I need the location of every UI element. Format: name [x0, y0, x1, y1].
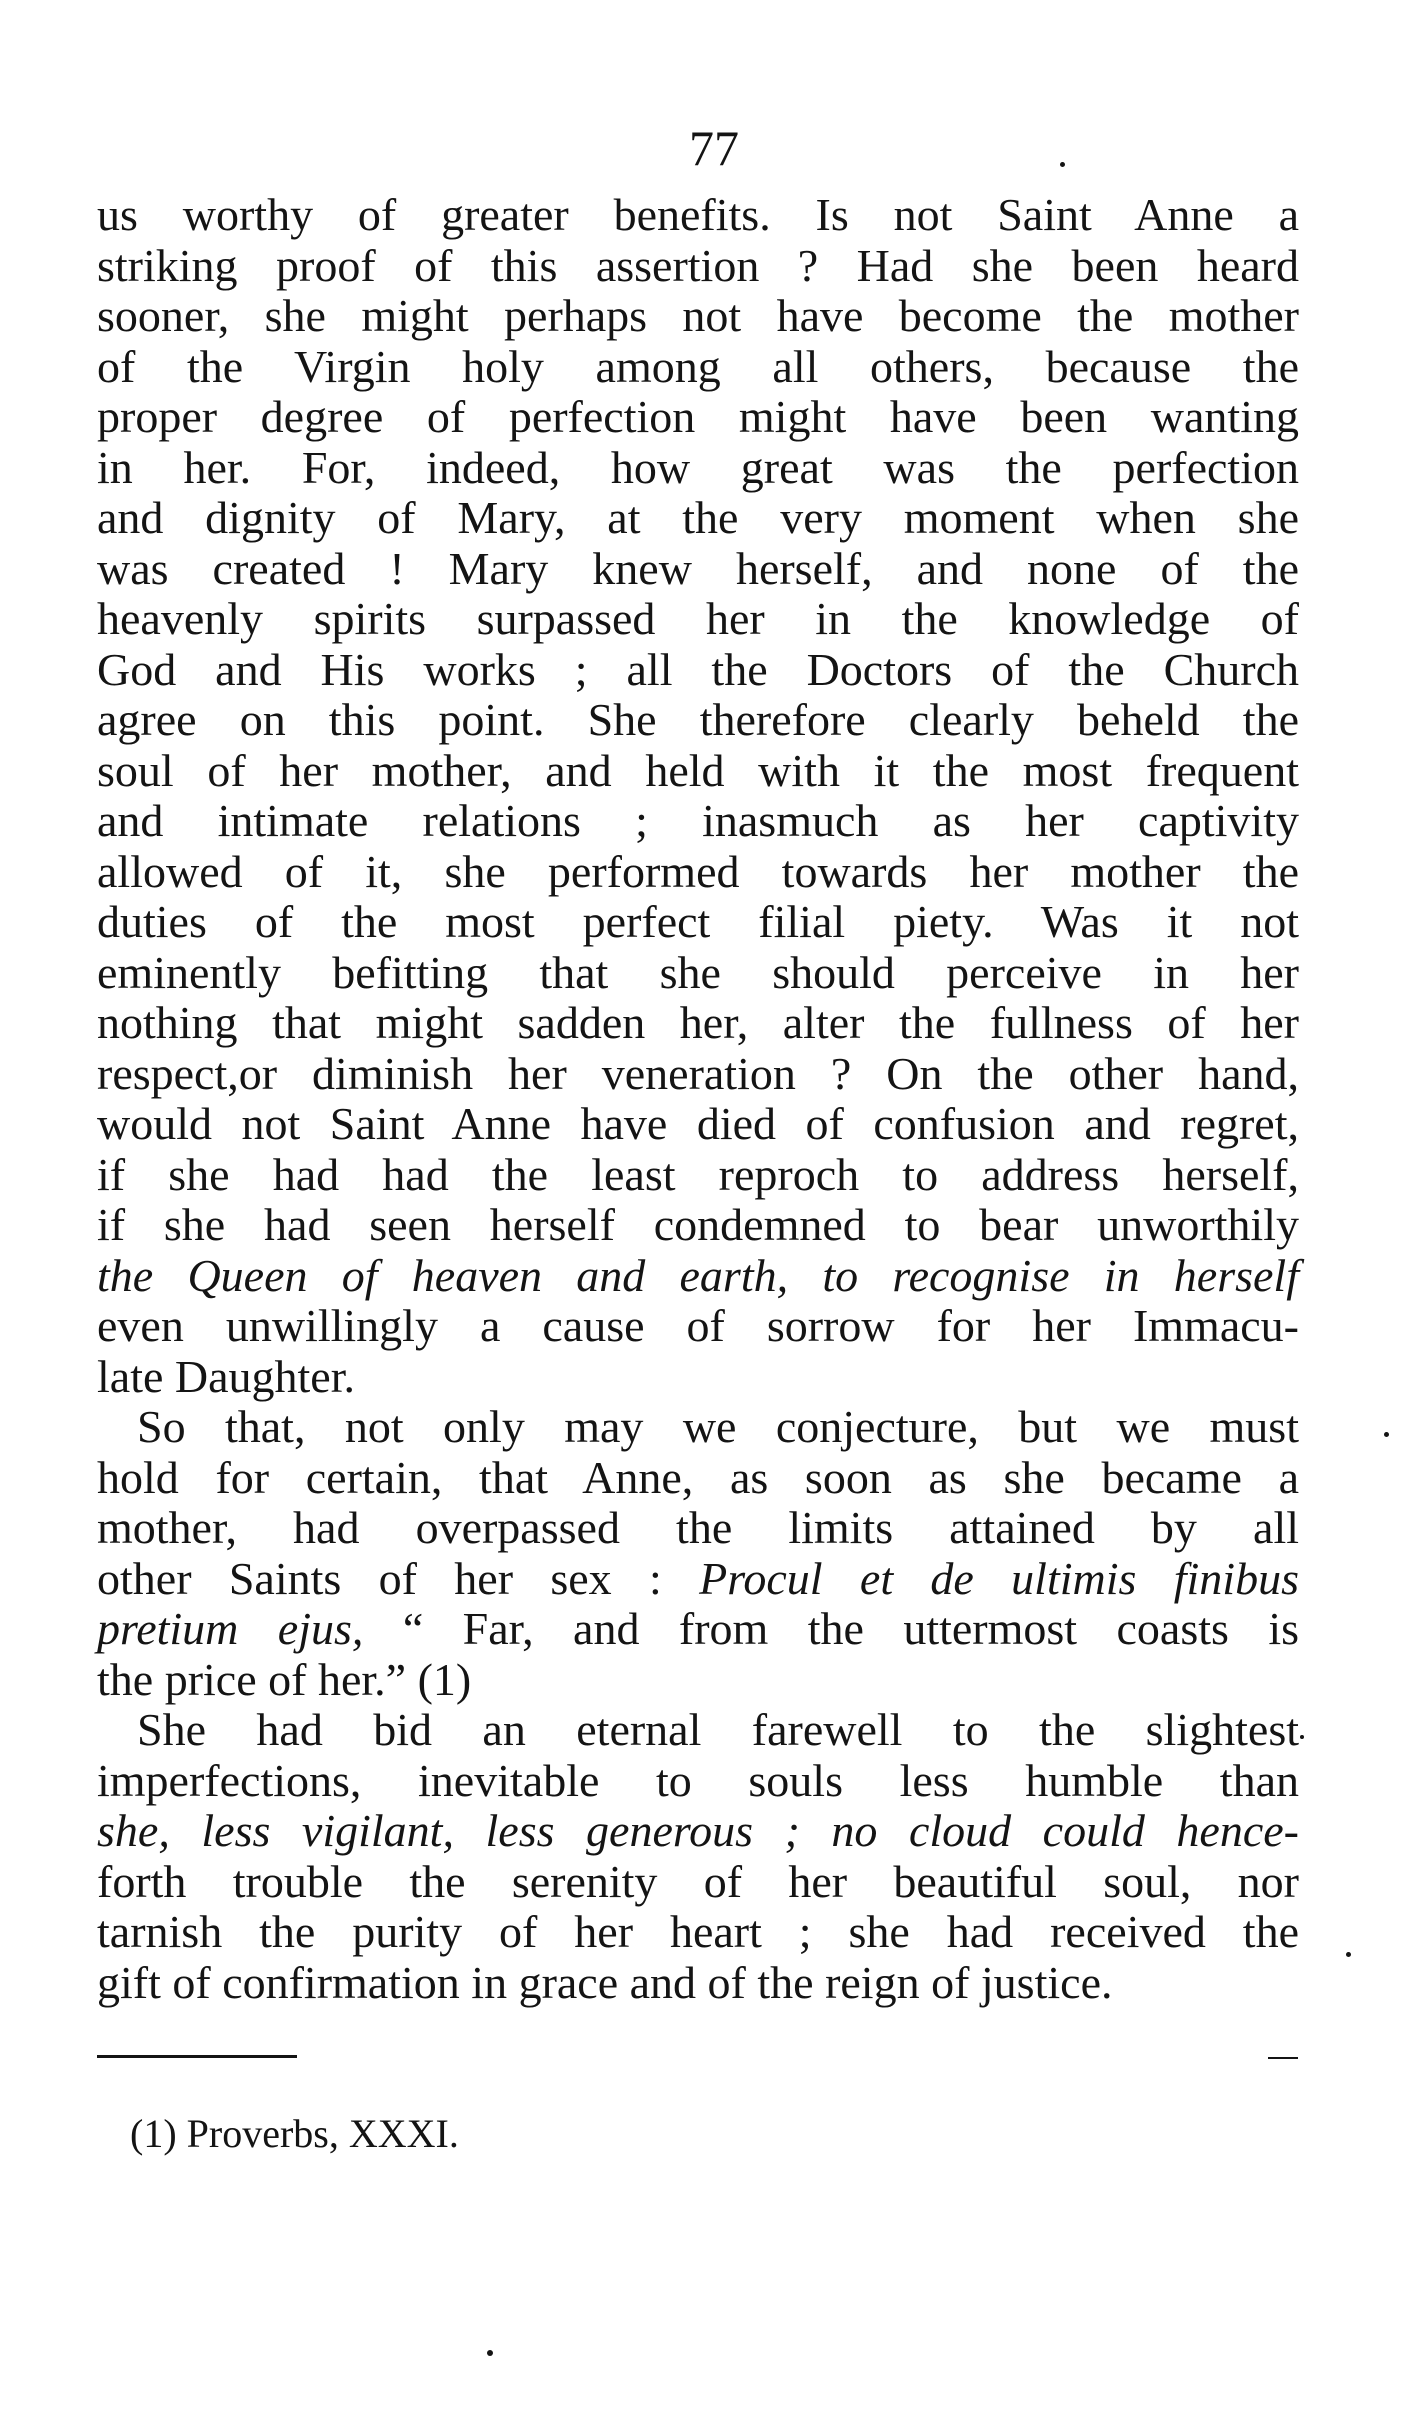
text-segment: other Saints of her sex : — [97, 1552, 662, 1604]
text-line: forth trouble the serenity of her beautiful soul, nor — [97, 1855, 1299, 1907]
text-segment: no cloud could hence- — [831, 1805, 1299, 1856]
text-segment: she, less vigilant, less generous ; — [97, 1805, 800, 1856]
text-line: nothing that might sadden her, alter the fullness of her — [97, 997, 1299, 1048]
scan-speck — [1060, 162, 1065, 167]
text-line: if she had seen herself condemned to bear unworthily — [97, 1199, 1299, 1250]
text-line: allowed of it, she performed towards her mother the — [97, 845, 1299, 897]
text-line: late Daughter. — [97, 1350, 356, 1402]
text-line: tarnish the purity of her heart ; she had received the — [97, 1906, 1299, 1957]
text-line: She had bid an eternal farewell to the slightest — [137, 1704, 1299, 1755]
text-line: proper degree of perfection might have been wanting — [97, 391, 1299, 442]
text-line: So that, not only may we conjecture, but we must — [137, 1401, 1299, 1452]
text-line-mixed — [97, 1554, 1299, 1605]
text-line: and intimate relations ; inasmuch as her captivity — [97, 795, 1299, 846]
body-text — [97, 190, 1299, 2008]
text-line: us worthy of greater benefits. Is not Saint Anne a — [97, 189, 1299, 240]
text-line-mixed — [97, 1604, 1299, 1655]
text-line: would not Saint Anne have died of confusion and regret, — [97, 1098, 1299, 1149]
text-segment: to recognise in herself — [788, 1249, 1299, 1301]
footnote-divider — [97, 2055, 297, 2058]
text-line-mixed — [97, 1806, 1299, 1857]
text-line: striking proof of this assertion ? Had she been heard — [97, 239, 1299, 291]
text-line: eminently befitting that she should perceive in her — [97, 946, 1299, 998]
text-line: was created ! Mary knew herself, and none of the — [97, 542, 1299, 594]
text-line: God and His works ; all the Doctors of the Church — [97, 643, 1299, 695]
text-line: hold for certain, that Anne, as soon as she became a — [97, 1451, 1299, 1503]
scan-speck — [487, 2350, 493, 2356]
text-line: soul of her mother, and held with it the most frequent — [97, 744, 1299, 796]
latin-quote: Procul et de ultimis finibus — [699, 1552, 1299, 1604]
text-line: imperfections, inevitable to souls less humble than — [97, 1754, 1299, 1806]
text-segment: the Queen of heaven and earth, — [97, 1249, 789, 1301]
text-line: of the Virgin holy among all others, because the — [97, 340, 1299, 392]
scan-speck — [1300, 1735, 1304, 1739]
text-line: if she had had the least reproch to address herself, — [97, 1148, 1299, 1200]
text-line: respect,or diminish her veneration ? On the other hand, — [97, 1047, 1299, 1099]
text-line: heavenly spirits surpassed her in the knowledge of — [97, 593, 1299, 644]
text-line: in her. For, indeed, how great was the perfection — [97, 441, 1299, 493]
text-line: agree on this point. She therefore clearly beheld the — [97, 694, 1299, 745]
footnote: (1) Proverbs, XXXI. — [130, 2111, 459, 2156]
text-line: the price of her.” (1) — [97, 1653, 472, 1705]
text-line: sooner, she might perhaps not have become the mother — [97, 290, 1299, 341]
text-line: gift of confirmation in grace and of the reign of justice. — [97, 1956, 1113, 2008]
text-segment: “ Far, and from the uttermost coasts is — [402, 1603, 1300, 1654]
text-line: and dignity of Mary, at the very moment when she — [97, 492, 1299, 543]
latin-quote: pretium ejus, — [97, 1603, 364, 1654]
page-number: 77 — [689, 120, 739, 176]
footnote-divider-mark — [1268, 2057, 1298, 2059]
scan-speck — [1346, 1952, 1351, 1957]
scan-speck — [1384, 1432, 1389, 1437]
text-line: even unwillingly a cause of sorrow for her Immacu- — [97, 1300, 1299, 1351]
text-line: duties of the most perfect filial piety. Was it not — [97, 896, 1299, 947]
text-line: mother, had overpassed the limits attained by all — [97, 1502, 1299, 1553]
text-line-italic — [97, 1251, 1299, 1302]
